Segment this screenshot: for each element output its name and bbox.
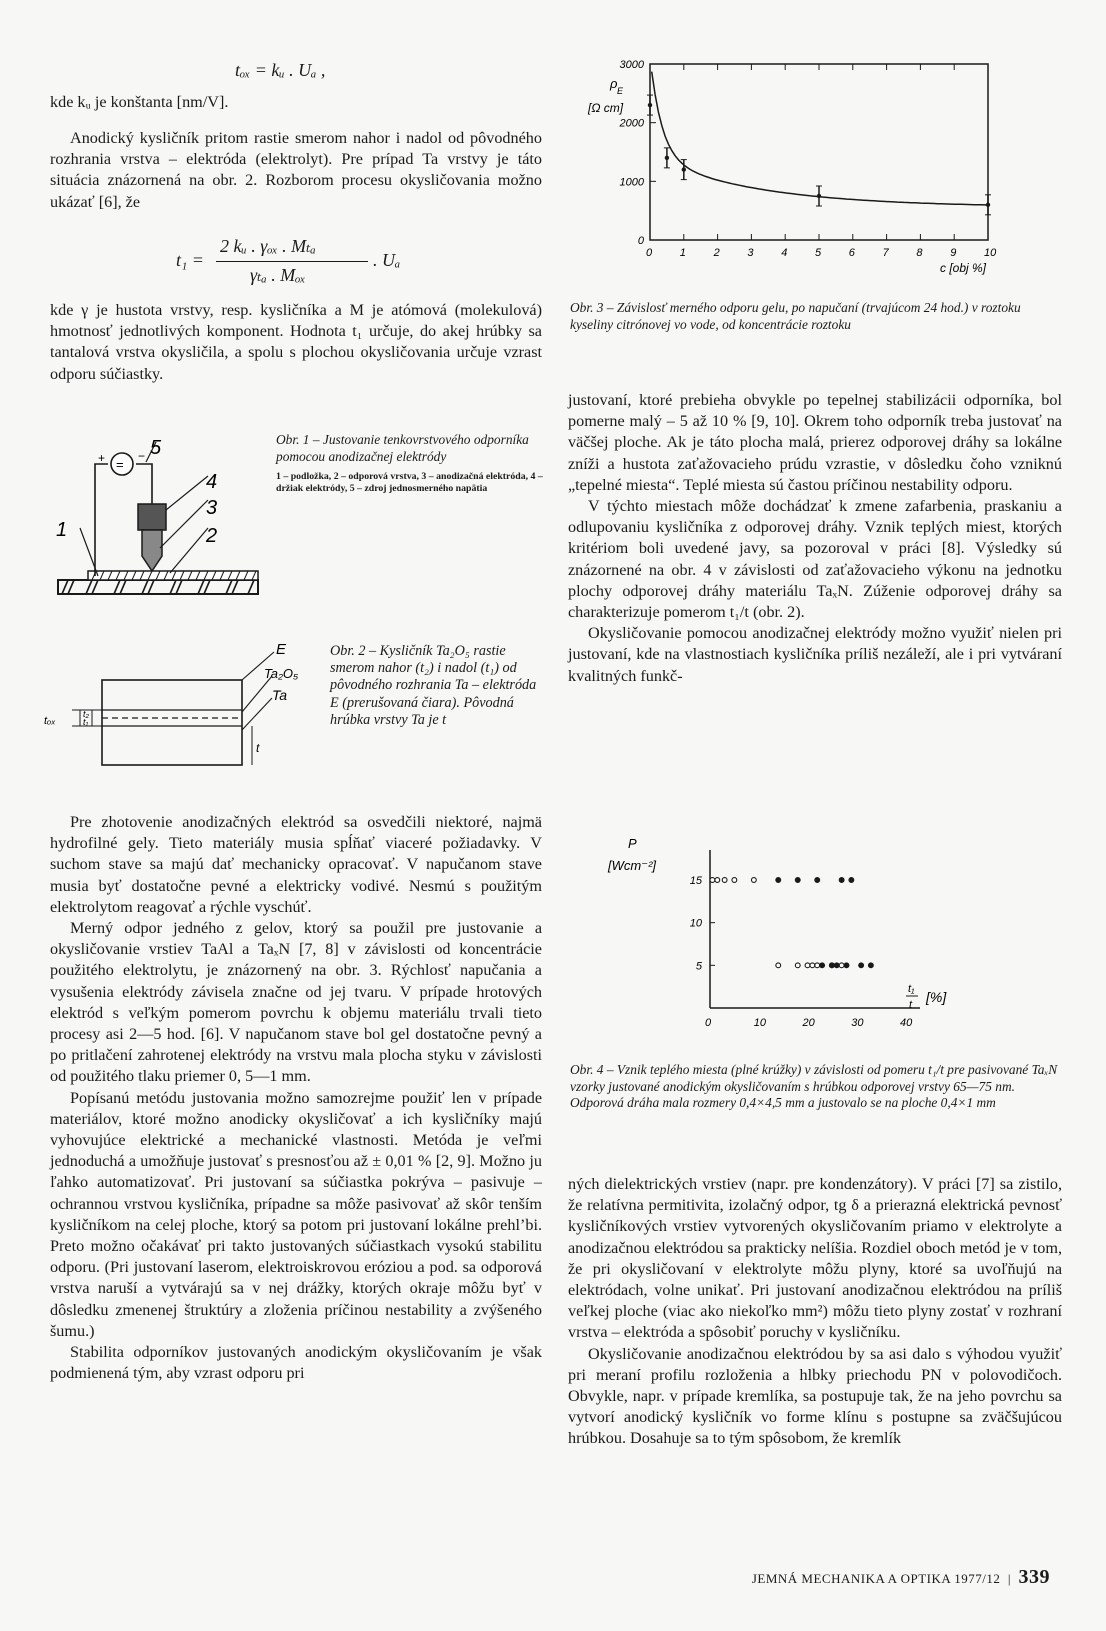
y-axis-subscript: E <box>617 86 624 96</box>
label-Ta: Ta <box>272 687 288 703</box>
no-hot-spot-point <box>776 963 781 968</box>
x-tick-label: 2 <box>713 247 720 259</box>
paragraph: Okysličovanie pomocou anodizačnej elektródy možno využiť nielen pri justovaní, kde na vlastnostiach kysličníka príliš nezáleží, ale i pri vytváraní kvalitných funkč- <box>568 624 1062 685</box>
hot-spot-point <box>868 963 873 968</box>
x-tick-label: 8 <box>916 247 923 259</box>
paragraph: Popísanú metódu justovania možno samozrejme použiť len v prípade materiálov, ktoré možno anodicky okysličovať a ich kysličníky majú vyhovujúce elektrické a mechanické vlastnosti. Metóda je veľmi jednoduchá a umožňuje justovať s presnosťou až ± 0,01 % [2, 9]. Možno ju ľahko automatizovať. Pri justovaní sa súčiastka pokrýva – pasivuje – ochrannou vrstvou kysličníka, prípadne sa môže pasivovať až skôr tenším kysličníkom na celej ploche, ktorý sa potom pri justovaní lokálne prehl’bi. Preto možno očakávať pri takto justovaných súčiastkach vysokú stabilitu odporu. (Pri justovaní laserom, elektroiskrovou eróziou a pod. sa odporová vrstva naruší a vytvárajú sa v nej drážky, ktorých okraje môžu byť v dôsledku zmenenej štruktúry a zloženia príčinou nestability a zvýšeného šumu.) <box>50 1088 542 1340</box>
label-t: t <box>256 741 260 755</box>
x-axis-unit: [%] <box>926 989 947 1005</box>
no-hot-spot-point <box>810 963 815 968</box>
formula-t1-rhs: . Uₐ <box>373 250 401 270</box>
x-tick-label: 7 <box>882 247 889 259</box>
figure-3-caption: Obr. 3 – Závislosť merného odporu gelu, po napučaní (trvajúcom 24 hod.) v roztoku kyseliny citrónovej vo vode, od koncentrácie roztoku <box>570 300 1021 332</box>
hot-spot-point <box>834 963 839 968</box>
formula-t1-lhs: t₁ = <box>176 250 204 270</box>
figure-1-caption <box>276 432 544 495</box>
svg-text:−: − <box>138 449 146 463</box>
figure-1-legend: 1 – podložka, 2 – odporová vrstva, 3 – anodizačná elektróda, 4 – držiak elektródy, 5 – zdroj jednosmerného napätia <box>276 471 543 494</box>
y-tick-label: 0 <box>637 235 644 247</box>
paragraph: justovaní, ktoré prebieha obvykle po tepelnej stabilizácii odporníka, bol pomerne malý – 5 až 10 % [9, 10]. Okrem toho odporník treba justovať na väčšej ploche. Ak je táto plocha malá, prierez odporovej dráhy sa lokálne zníži a hustota zaťažovacieho prúdu vzrastie, v dôsledku čoho vzniknú „tepelné miesta“. Teplé miesta sú častou príčinou nestability odporu. <box>568 391 1062 494</box>
figure-1-caption-title: Obr. 1 – Justovanie tenkovrstvového odporníka pomocou anodizačnej elektródy <box>276 432 529 464</box>
no-hot-spot-point <box>751 878 756 883</box>
x-axis-label-denominator: t <box>909 999 913 1011</box>
fraction-line <box>216 261 368 262</box>
page-number: 339 <box>1018 1566 1050 1588</box>
y-tick-label: 15 <box>689 875 702 887</box>
label-3: 3 <box>206 497 218 519</box>
series-line <box>652 72 988 205</box>
x-axis-label: c [obj %] <box>940 261 987 275</box>
paragraph: ných dielektrických vrstiev (napr. pre kondenzátory). V práci [7] sa zistilo, že relatívna permitivita, izolačný odpor, tg δ a prierazná elektrická pevnosť kysličníkových vrstiev vytvorených okysličovaním priamo v elektrolyte a anodizačnou elektródou sa prakticky nelíšia. Rozdiel oboch metód je v tom, že pri okysličovaní v elektrolyte môžu plyny, ktoré sa uvoľňujú na elektródach, volne unikať. Pri justovaní anodizačnou elektródou na príliš veľkej ploche (viac ako niekoľko mm²) môžu tieto plyny zostať v rozhraní vrstva – elektróda a spôsobiť poruchy v kysličníku. <box>568 1175 1062 1342</box>
hot-spot-point <box>859 963 864 968</box>
figure-2-diagram <box>44 640 314 770</box>
y-tick-label: 1000 <box>619 176 644 189</box>
x-tick-label: 4 <box>781 247 788 259</box>
label-5: 5 <box>150 437 162 459</box>
x-tick-label: 5 <box>815 247 822 259</box>
paragraph: kde γ je hustota vrstvy, resp. kysličníka a M je atómová (molekulová) hmotnosť jednotlivých komponent. Hodnota t₁ určuje, do akej hrúbky sa tantalová vrstva okysličila, a spolu s plochou okysličovania určuje vzrast odporu súčiastky. <box>50 301 542 383</box>
paragraph: Stabilita odporníkov justovaných anodickým okysličovaním je však podmienená tým, aby vzrast odporu pri <box>50 1343 542 1383</box>
label-E: E <box>276 641 287 658</box>
hot-spot-point <box>776 878 781 883</box>
x-tick-label: 40 <box>900 1017 913 1029</box>
x-tick-label: 9 <box>950 247 957 259</box>
x-tick-label: 30 <box>851 1017 864 1029</box>
page-footer <box>752 1566 1050 1589</box>
x-tick-label: 20 <box>802 1017 815 1029</box>
paragraph: Anodický kysličník pritom rastie smerom nahor i nadol od pôvodného rozhrania vrstva – elektróda (elektrolyt). Pre prípad Ta vrstvy je táto situácia znázornená na obr. 2. Rozborom procesu okysličovania možno ukázať [6], že <box>50 129 542 211</box>
label-t1: t₁ <box>83 717 89 727</box>
svg-text:=: = <box>116 457 124 472</box>
no-hot-spot-point <box>722 878 727 883</box>
hot-spot-point <box>829 963 834 968</box>
no-hot-spot-point <box>815 963 820 968</box>
hot-spot-point <box>844 963 849 968</box>
data-point <box>817 194 821 198</box>
y-tick-label: 3000 <box>619 59 644 71</box>
figure-4-caption: Obr. 4 – Vznik teplého miesta (plné krúžky) v závislosti od pomeru t₁/t pre pasivované TaₓN vzorky justované anodickým okysličovaním s hrúbkou odporovej vrstvy 65—75 nm. Odporová dráha mala rozmery 0,4×4,5 mm a justovalo se na ploche 0,4×1 mm <box>570 1062 1058 1110</box>
footer-divider: | <box>1004 1571 1015 1586</box>
formula-t1-numerator: 2 kᵤ . γₒₓ . Mₜₐ <box>220 236 316 256</box>
y-tick-label: 5 <box>695 960 702 973</box>
data-point <box>648 103 652 107</box>
journal-name: JEMNÁ MECHANIKA A OPTIKA 1977/12 <box>751 1571 1001 1586</box>
hot-spot-point <box>839 878 844 883</box>
y-tick-label: 2000 <box>619 117 644 130</box>
x-axis-label-numerator: t₁ <box>908 983 915 995</box>
x-tick-label: 10 <box>753 1017 766 1029</box>
svg-text:+: + <box>98 451 106 465</box>
label-4: 4 <box>206 471 218 493</box>
y-axis-label: P <box>628 836 637 851</box>
paragraph: Merný odpor jedného z gelov, ktorý sa použil pre justovanie a okysličovanie vrstiev TaAl a TaₓN [7, 8] v závislosti od koncentrácie použitého elektrolytu, je znázornený na obr. 3. Rýchlosť napučania a vysušenia elektródy závisela značne od jej tvaru. V prípade hrotových elektród s veľkým pomerom povrchu k objemu materiálu trvali tieto procesy asi 2—5 hod. [6]. V napučanom stave bol gel dostatočne pevný a po pritlačení zahrotenej elektródy na vrstvu mala plocha styku v závislosti od použitého tlaku priemer 0, 5—1 mm. <box>50 919 542 1086</box>
figure-4-chart <box>608 830 1020 1050</box>
label-2: 2 <box>206 525 218 547</box>
y-axis-unit: [Wcm⁻²] <box>608 858 657 873</box>
formula-tox: tₒₓ = kᵤ . Uₐ , <box>235 60 326 80</box>
x-tick-label: 6 <box>848 247 855 259</box>
x-tick-label: 3 <box>747 247 754 259</box>
plot-frame <box>650 64 988 240</box>
hot-spot-point <box>849 878 854 883</box>
paragraph: Okysličovanie anodizačnou elektródou by sa asi dalo s výhodou využiť pri meraní profilu rozloženia a hlbky priechodu PN v polovodičoch. Obvykle, napr. v prípade kremlíka, sa postupuje tak, že na jeho povrchu sa vytvorí anodický kysličník vo forme klínu s postupne sa zväčšujúcou hrúbkou. Dosahuje sa to tým spôsobom, že kremlík <box>568 1344 1062 1448</box>
figure-2-caption: Obr. 2 – Kysličník Ta₂O₅ rastie smerom nahor (t₂) i nadol (t₁) od pôvodného rozhrania Ta – elektróda E (prerušovaná čiara). Pôvodná hrúbka vrstvy Ta je t <box>330 643 537 728</box>
label-t2: t₂ <box>83 709 89 719</box>
label-1: 1 <box>56 519 68 541</box>
y-axis-unit: [Ω cm] <box>588 101 624 115</box>
label-tox: tₒₓ <box>44 715 56 727</box>
formula-t1-denominator: γₜₐ . Mₒₓ <box>250 265 306 285</box>
y-tick-label: 10 <box>689 917 702 930</box>
no-hot-spot-point <box>710 878 715 883</box>
no-hot-spot-point <box>732 878 737 883</box>
hot-spot-point <box>795 878 800 883</box>
figure-1-diagram <box>50 438 265 613</box>
label-Ta2O5: Ta₂O₅ <box>264 666 299 681</box>
figure-3-chart <box>580 50 1045 290</box>
paragraph: Pre zhotovenie anodizačných elektród sa osvedčili niektoré, najmä hydrofilné gely. Tieto materiály musia spĺňať viaceré požiadavky. V suchom stave sa majú dať mechanicky opracovať. V napučanom stave musia byť dostatočne pevné a elektricky vodivé. Nesmú s použitým elektrolytom reagovať a rýchle vyschúť. <box>50 813 542 916</box>
y-axis-symbol: ρ <box>610 76 618 91</box>
no-hot-spot-point <box>805 963 810 968</box>
no-hot-spot-point <box>715 878 720 883</box>
no-hot-spot-point <box>839 963 844 968</box>
x-tick-label: 0 <box>646 247 653 259</box>
data-point <box>986 203 990 207</box>
x-tick-label: 1 <box>679 247 686 259</box>
x-tick-label: 10 <box>984 247 997 259</box>
formula-note: kde kᵤ je konštanta [nm/V]. <box>50 93 229 111</box>
hot-spot-point <box>820 963 825 968</box>
no-hot-spot-point <box>795 963 800 968</box>
data-point <box>682 167 686 171</box>
data-point <box>665 156 669 160</box>
x-tick-label: 0 <box>705 1017 712 1029</box>
hot-spot-point <box>815 878 820 883</box>
paragraph: V týchto miestach môže dochádzať k zmene zafarbenia, praskaniu a odlupovaniu kysličníka z odporovej dráhy. Vznik teplých miest, ktorých kritériom boli uvedené javy, sa pozoroval v práci [8]. Výsledky sú znázornené na obr. 4 v závislosti od zaťažovacieho výkonu na jednotku plochy odporovej dráhy materiálu TaₓN. Zúženie odporovej dráhy sa charakterizuje pomerom t₁/t (obr. 2). <box>568 497 1062 622</box>
